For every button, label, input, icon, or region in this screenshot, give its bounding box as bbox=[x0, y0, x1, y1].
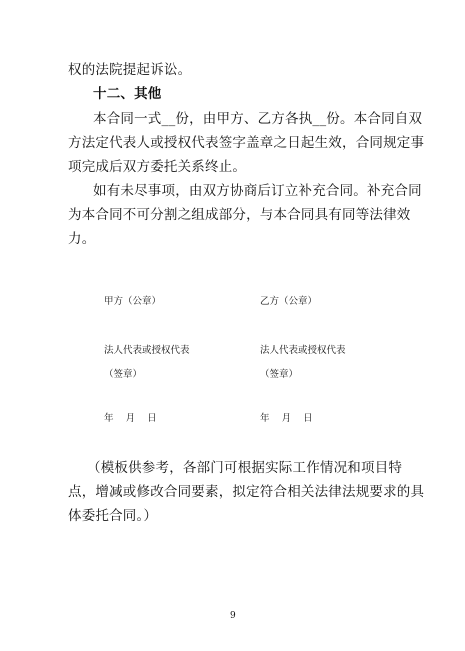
section-heading: 十二、其他 bbox=[93, 86, 162, 102]
party-b-seal-label: 乙方（公章） bbox=[260, 296, 318, 307]
note-line-2: 点，增减或修改合同要素，拟定符合相关法律法规要求的具 bbox=[68, 484, 425, 500]
party-a-sign-label: （签章） bbox=[104, 369, 143, 380]
body-line-5: 项完成后双方委托关系终止。 bbox=[68, 159, 247, 175]
body-line-8: 力。 bbox=[68, 231, 96, 247]
body-line-6: 如有未尽事项，由双方协商后订立补充合同。补充合同 bbox=[93, 183, 422, 199]
party-a-rep-label: 法人代表或授权代表 bbox=[104, 345, 190, 356]
body-line-7: 为本合同不可分割之组成部分，与本合同具有同等法律效 bbox=[68, 207, 411, 223]
party-b-date-label: 年 月 日 bbox=[260, 413, 313, 424]
party-b-rep-label: 法人代表或授权代表 bbox=[260, 345, 346, 356]
page-number: 9 bbox=[230, 611, 236, 621]
note-line-1: （模板供参考，各部门可根据实际工作情况和项目特 bbox=[87, 460, 403, 476]
party-a-date-label: 年 月 日 bbox=[104, 413, 157, 424]
note-line-3: 体委托合同。） bbox=[68, 508, 158, 524]
body-line-3: 本合同一式__份，由甲方、乙方各执__份。本合同自双 bbox=[93, 111, 423, 127]
party-a-seal-label: 甲方（公章） bbox=[104, 296, 162, 307]
party-b-sign-label: （签章） bbox=[260, 369, 299, 380]
body-line-4: 方法定代表人或授权代表签字盖章之日起生效，合同规定事 bbox=[68, 135, 425, 151]
body-line-1: 权的法院提起诉讼。 bbox=[68, 62, 192, 78]
